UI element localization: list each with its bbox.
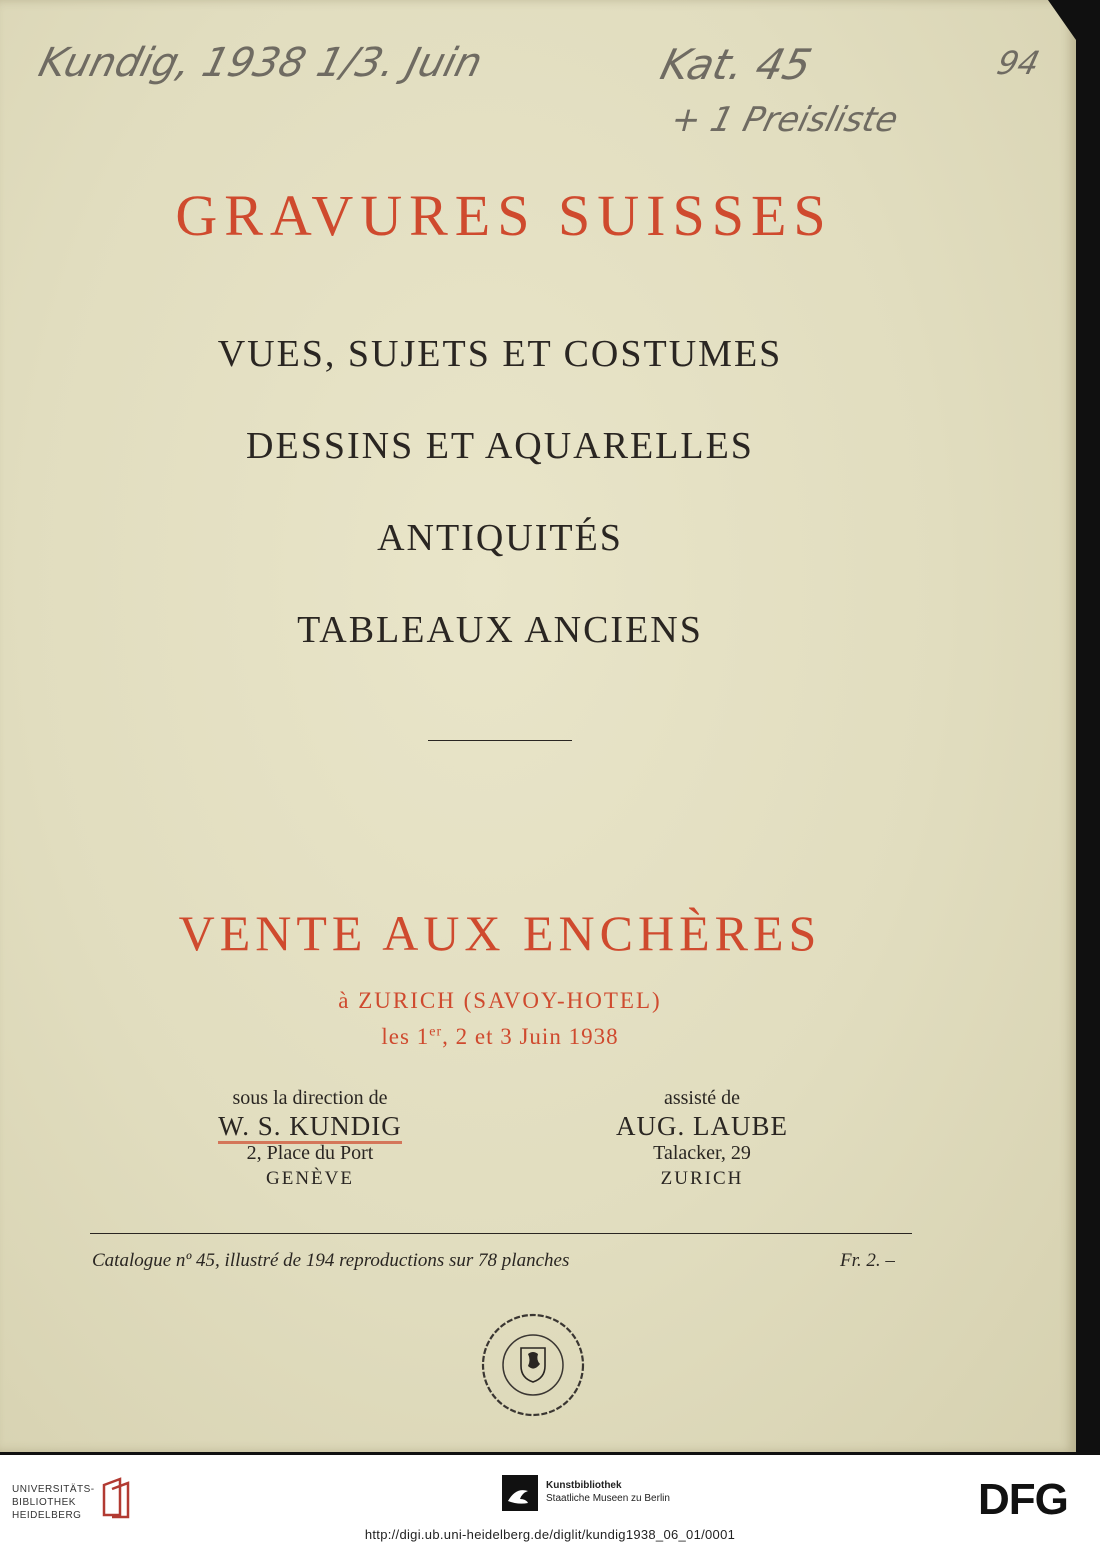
university-line-1: UNIVERSITÄTS-: [12, 1484, 95, 1495]
kunstbibliothek-subtitle: Staatliche Museen zu Berlin: [546, 1493, 670, 1504]
kunstbibliothek-text: [546, 1479, 670, 1505]
kunstbibliothek-title: Kunstbibliothek: [546, 1480, 622, 1491]
sale-dates-superscript: er: [429, 1024, 443, 1040]
handwritten-note-catalogue: Kat. 45: [655, 40, 817, 89]
university-logo-text: [12, 1483, 95, 1522]
university-logo-icon: [100, 1477, 132, 1519]
sale-heading: VENTE AUX ENCHÈRES: [178, 905, 822, 961]
kunstbibliothek-logo-icon: [502, 1475, 538, 1511]
handwritten-note-pricelist: + 1 Preisliste: [667, 100, 903, 140]
subtitle-tableaux: TABLEAUX ANCIENS: [297, 609, 703, 651]
catalogue-price: Fr. 2. –: [840, 1250, 895, 1271]
assistant-block: [552, 1086, 852, 1191]
university-line-2: BIBLIOTHEK: [12, 1497, 76, 1508]
sale-place: à ZURICH (SAVOY-HOTEL): [338, 988, 662, 1013]
university-line-3: HEIDELBERG: [12, 1510, 82, 1521]
source-url[interactable]: http://digi.ub.uni-heidelberg.de/diglit/kundig1938_06_01/0001: [364, 1527, 736, 1542]
footer-bar: [0, 1455, 1100, 1546]
direction-name-text: W. S. KUNDIG: [218, 1111, 402, 1144]
subtitle-vues: VUES, SUJETS ET COSTUMES: [217, 333, 783, 375]
assistant-intro: assisté de: [663, 1087, 741, 1109]
subtitle-dessins: DESSINS ET AQUARELLES: [246, 425, 754, 467]
direction-name: [160, 1111, 460, 1141]
assistant-name: AUG. LAUBE: [616, 1111, 788, 1141]
assistant-address: Talacker, 29: [653, 1142, 751, 1164]
dfg-logo: DFG: [978, 1475, 1068, 1524]
main-title: GRAVURES SUISSES: [175, 183, 833, 248]
catalogue-description: Catalogue nº 45, illustré de 194 reproductions sur 78 planches: [92, 1250, 570, 1271]
title-divider: [428, 740, 572, 741]
sale-dates: [0, 1024, 1000, 1050]
sale-dates-suffix: , 2 et 3 Juin 1938: [442, 1024, 619, 1049]
handwritten-note-date: Kundig, 1938 1/3. Juin: [34, 40, 487, 86]
catalogue-divider: [90, 1233, 912, 1234]
direction-intro: sous la direction de: [232, 1087, 388, 1109]
subtitle-antiquites: ANTIQUITÉS: [377, 517, 623, 559]
handwritten-note-number: 94: [993, 44, 1044, 82]
assistant-city: ZURICH: [660, 1168, 744, 1189]
direction-city: GENÈVE: [266, 1168, 354, 1189]
page-corner-fold: [1048, 0, 1076, 40]
direction-block: [160, 1086, 460, 1191]
sale-dates-prefix: les 1: [381, 1024, 430, 1049]
direction-address: 2, Place du Port: [246, 1142, 374, 1164]
